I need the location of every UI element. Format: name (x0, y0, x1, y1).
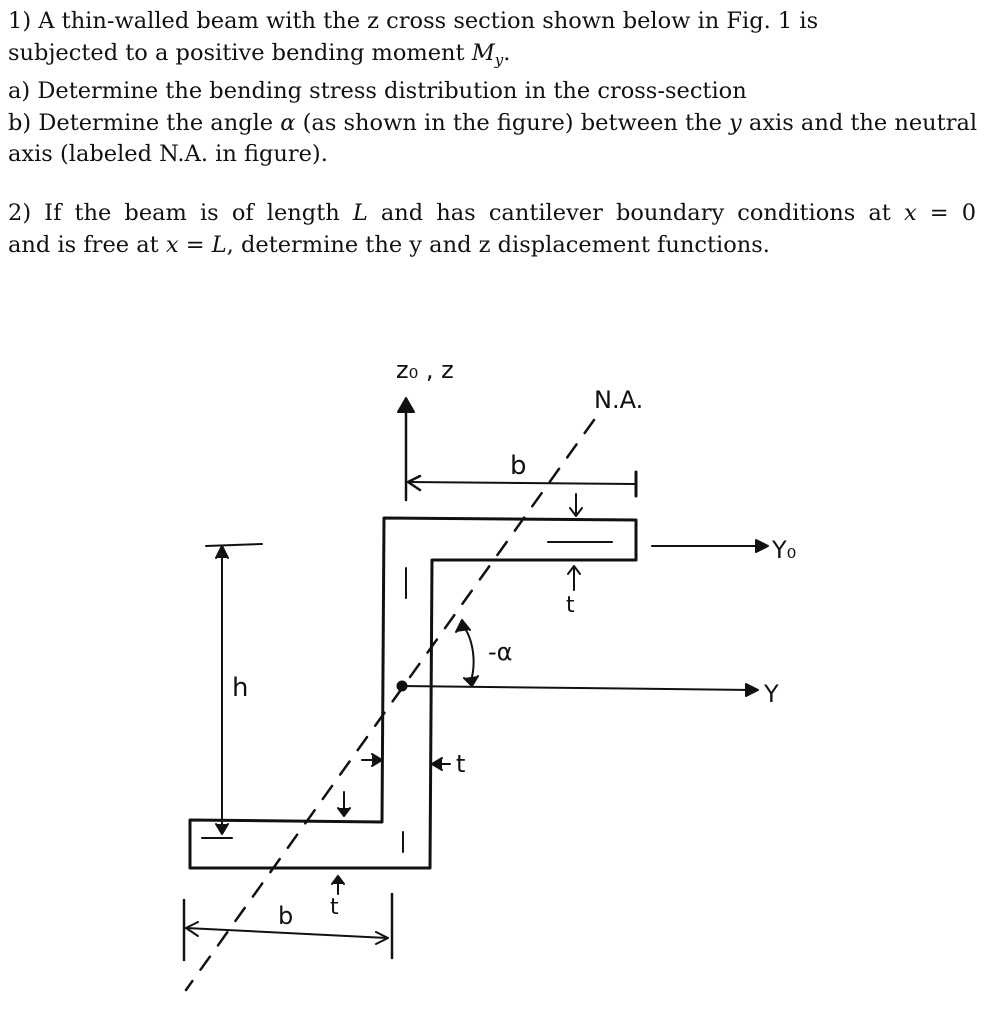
x-symbol: x (903, 200, 917, 226)
bottom-t-arrowhead-bottom (332, 876, 344, 884)
moment-symbol: M (471, 39, 495, 66)
top-b-dimension (408, 482, 634, 484)
h-bottom-arrowhead (216, 824, 228, 834)
part-b-text-2: (as shown in the figure) between the (295, 109, 730, 136)
alpha-arrowhead-2 (464, 676, 478, 686)
h-top-tick (206, 544, 262, 546)
y0-label: Y₀ (772, 536, 797, 564)
p2-text-5: = (178, 231, 212, 258)
web-t-arrowhead-left (372, 754, 382, 766)
x-symbol-2: x (165, 231, 179, 258)
y0-arrowhead (756, 540, 768, 552)
moment-subscript: y (494, 50, 504, 69)
p2-text-3: = 0 (916, 200, 977, 226)
top-b-label: b (510, 451, 527, 481)
problem-1 (8, 6, 976, 171)
part-b-text-3: axis and the neutral (741, 109, 978, 136)
alpha-arc (462, 624, 474, 684)
alpha-arrowhead (456, 620, 470, 632)
bottom-b-label: b (278, 902, 294, 930)
line-2-text: subjected to a positive bending moment (8, 39, 472, 66)
h-label: h (232, 673, 249, 703)
part-b-text-1: b) Determine the angle (8, 109, 281, 136)
p2-text-6: , determine the y and z displacement functions. (226, 231, 770, 258)
length-symbol: L (352, 200, 368, 226)
p2-text-1: 2) If the beam is of length (8, 200, 353, 226)
problem-1-line-2 (8, 38, 976, 77)
part-b (8, 108, 976, 140)
z-axis-arrowhead (398, 398, 414, 412)
z-axis-label: z₀ , z (396, 356, 454, 384)
bottom-t-label: t (330, 895, 339, 920)
alpha-label: -α (488, 638, 513, 666)
problem-2 (8, 198, 976, 261)
y-axis (402, 686, 752, 690)
y-axis-label: Y (764, 680, 779, 708)
part-a: a) Determine the bending stress distribution in the cross-section (8, 78, 747, 104)
top-t-label: t (566, 593, 575, 618)
h-top-arrowhead (216, 546, 228, 558)
line-2-period: . (503, 39, 511, 66)
bottom-t-arrowhead-top (338, 808, 350, 816)
y-symbol: y (729, 109, 742, 136)
problem-2-line-2 (8, 230, 976, 262)
z-section-outline (190, 518, 636, 868)
length-symbol-2: L (211, 231, 227, 258)
part-b-continued: axis (labeled N.A. in figure). (8, 141, 328, 167)
problem-1-line-1: 1) A thin-walled beam with the z cross section shown below in Fig. 1 is (8, 8, 819, 34)
y-axis-arrowhead (746, 684, 758, 696)
neutral-axis-label: N.A. (594, 386, 644, 414)
neutral-axis (186, 420, 594, 990)
alpha-symbol: α (280, 109, 296, 136)
web-t-label: t (456, 750, 466, 778)
web-t-arrowhead-right (432, 758, 442, 770)
problem-2-line-1 (8, 198, 976, 230)
centroid-dot (397, 681, 407, 691)
z-section-figure (0, 330, 990, 1024)
p2-text-4: and is free at (8, 231, 166, 258)
p2-text-2: and has cantilever boundary conditions at (367, 200, 904, 226)
